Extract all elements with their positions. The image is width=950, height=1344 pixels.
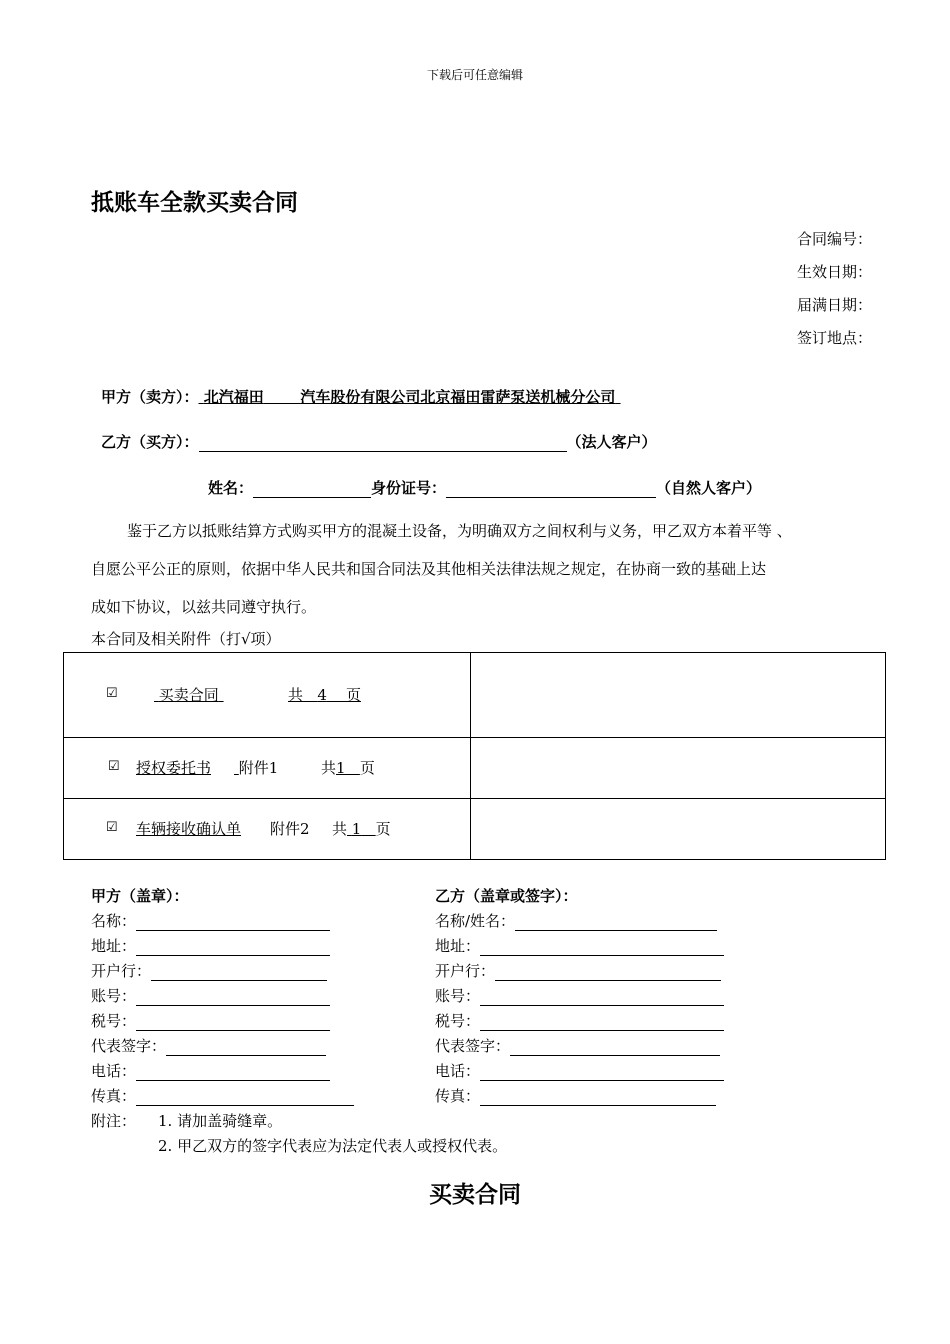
attachment-pages: 共1 页 xyxy=(321,759,375,777)
attachment-pages: 共 1 页 xyxy=(332,820,391,838)
party-b-account-field: 账号： xyxy=(435,985,724,1006)
attachment-number: 附件1 xyxy=(238,759,279,777)
party-b-bank-field: 开户行： xyxy=(435,960,721,981)
party-b-name-field: 名称/姓名： xyxy=(435,910,717,931)
party-b-address-field: 地址： xyxy=(435,935,724,956)
party-a-line xyxy=(101,386,621,407)
party-b-rep-field: 代表签字： xyxy=(435,1035,720,1056)
document-title: 抵账车全款买卖合同 xyxy=(91,190,298,216)
note-item-1: 1. 请加盖骑缝章。 xyxy=(158,1112,283,1130)
party-a-seal-heading: 甲方（盖章）： xyxy=(91,887,189,905)
natural-person-line xyxy=(208,477,761,498)
intro-line-1: 鉴于乙方以抵账结算方式购买甲方的混凝土设备，为明确双方之间权利与义务，甲乙双方本着平等 、 xyxy=(127,522,792,540)
attachment-pages: 共 4 页 xyxy=(288,686,361,704)
party-a-name: 北汽福田 汽车股份有限公司北京福田雷萨泵送机械分公司 xyxy=(203,388,616,406)
party-b-tax-field: 税号： xyxy=(435,1010,724,1031)
checkbox-icon[interactable]: ☑ xyxy=(106,686,118,701)
party-b-label: 乙方（买方）： xyxy=(101,433,199,451)
attachments-table xyxy=(63,652,886,860)
header-watermark: 下载后可任意编辑 xyxy=(426,68,523,82)
party-b-seal-heading: 乙方（盖章或签字）： xyxy=(435,887,578,905)
party-a-phone-field: 电话： xyxy=(91,1060,330,1081)
table-row xyxy=(64,738,886,799)
effective-date-label: 生效日期： xyxy=(796,263,872,281)
attachments-caption: 本合同及相关附件（打√项） xyxy=(91,630,281,648)
notes-label: 附注： xyxy=(91,1112,137,1130)
party-a-rep-field: 代表签字： xyxy=(91,1035,326,1056)
party-b-suffix: （法人客户） xyxy=(566,433,657,451)
attachment-name: 授权委托书 xyxy=(136,759,212,777)
party-a-fax-field: 传真： xyxy=(91,1085,354,1106)
attachment-name: 买卖合同 xyxy=(158,686,219,704)
party-a-tax-field: 税号： xyxy=(91,1010,330,1031)
party-b-phone-field: 电话： xyxy=(435,1060,724,1081)
expiry-date-label: 届满日期： xyxy=(796,296,872,314)
party-a-label: 甲方（卖方）： xyxy=(101,388,199,406)
name-blank[interactable] xyxy=(253,480,371,498)
party-b-line xyxy=(101,431,657,452)
attachment-number: 附件2 xyxy=(270,820,310,838)
signing-place-label: 签订地点： xyxy=(796,329,872,347)
checkbox-icon[interactable]: ☑ xyxy=(108,759,120,774)
id-blank[interactable] xyxy=(446,480,656,498)
checkbox-icon[interactable]: ☑ xyxy=(106,820,118,835)
party-a-name-field: 名称： xyxy=(91,910,330,931)
section-title: 买卖合同 xyxy=(429,1182,521,1208)
contract-number-label: 合同编号： xyxy=(796,230,872,248)
attachment-name: 车辆接收确认单 xyxy=(136,820,242,838)
natural-suffix: （自然人客户） xyxy=(656,479,762,497)
table-row xyxy=(64,653,886,738)
party-b-blank[interactable] xyxy=(199,434,567,452)
party-a-account-field: 账号： xyxy=(91,985,330,1006)
id-label: 身份证号： xyxy=(371,479,447,497)
party-a-bank-field: 开户行： xyxy=(91,960,327,981)
party-a-address-field: 地址： xyxy=(91,935,330,956)
table-row xyxy=(64,799,886,860)
party-b-fax-field: 传真： xyxy=(435,1085,716,1106)
note-item-2: 2. 甲乙双方的签字代表应为法定代表人或授权代表。 xyxy=(158,1137,508,1155)
intro-line-3: 成如下协议，以兹共同遵守执行。 xyxy=(91,598,317,616)
intro-line-2: 自愿公平公正的原则，依据中华人民共和国合同法及其他相关法律法规之规定，在协商一致的基础上达 xyxy=(91,560,767,578)
name-label: 姓名： xyxy=(208,479,254,497)
